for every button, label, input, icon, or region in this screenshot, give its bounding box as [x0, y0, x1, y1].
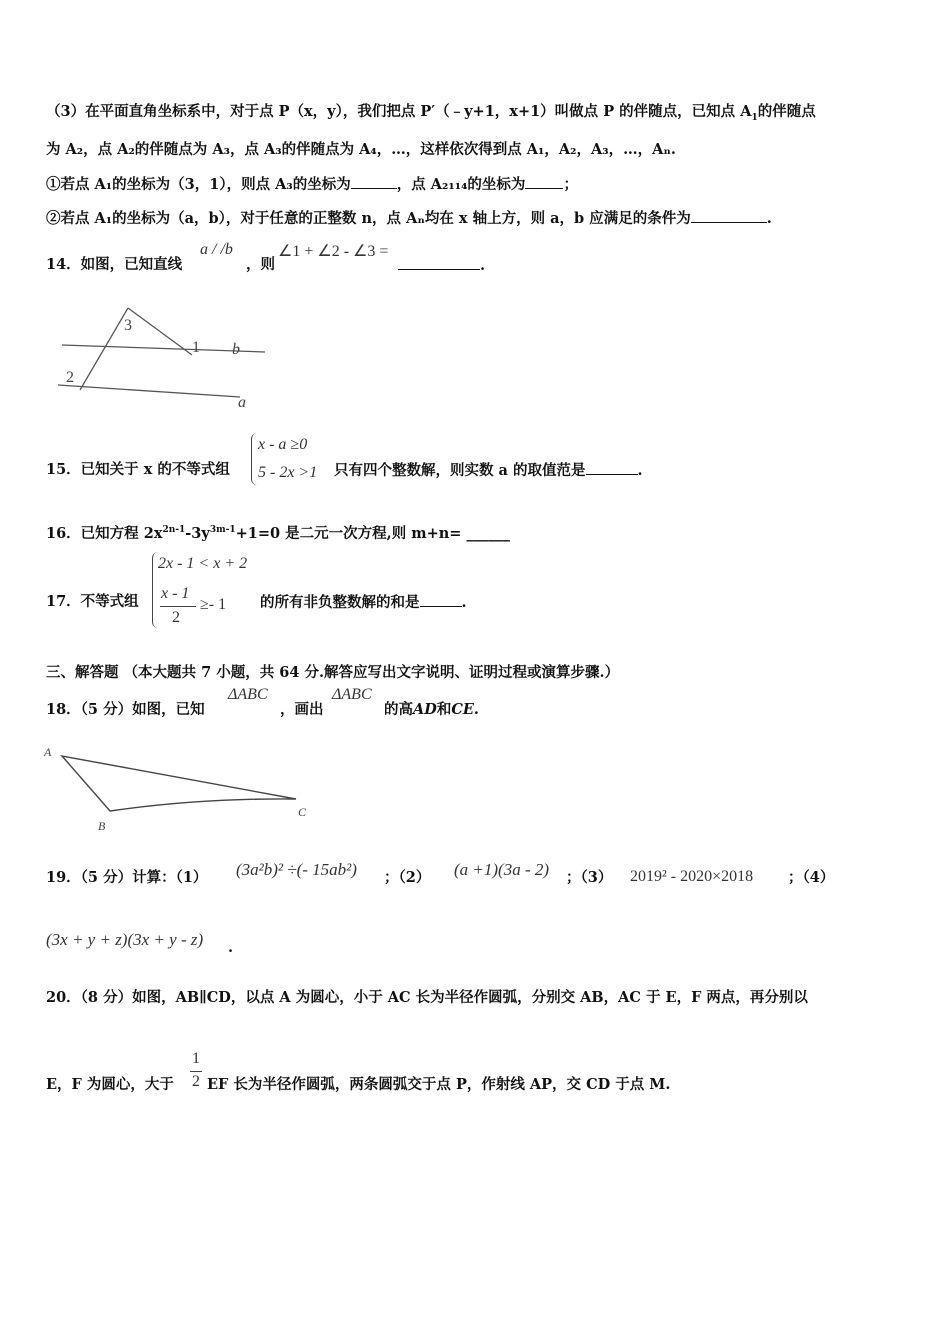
q13-line-2: 为 A₂，点 A₂的伴随点为 A₃，点 A₃的伴随点为 A₄，…，这样依次得到点 A₁，A₂，A₃，…，Aₙ. [46, 141, 676, 158]
vertex-label-a: A [44, 745, 52, 759]
q20-line-2a: E，F 为圆心，大于 [46, 1076, 174, 1093]
q19-expression-2: (a +1)(3a - 2) [454, 860, 550, 879]
vertex-label-c: C [298, 805, 307, 819]
section-heading: 三、解答题 （本大题共 7 小题，共 64 分.解答应写出文字说明、证明过程或演算步骤.） [46, 664, 620, 681]
parallel-lines-figure [50, 300, 270, 412]
q19-prefix: 19．（5 分）计算：（1） [46, 869, 208, 886]
q14-mid: ，则 [246, 256, 275, 273]
q19-expression-3: 2019² - 2020×2018 [630, 868, 754, 885]
fraction-bar [160, 606, 196, 607]
q14-answer: . [398, 255, 485, 276]
q15-prefix: 15．已知关于 x 的不等式组 [46, 461, 230, 478]
q19-end: . [228, 939, 234, 956]
q17-inequality-2-rest: ≥- 1 [200, 596, 227, 613]
q19-expression-4: (3x + y + z)(3x + y - z) [46, 930, 204, 949]
vertex-label-b: B [98, 819, 106, 833]
angle-label-2: 2 [66, 369, 74, 386]
system-brace [251, 433, 258, 485]
q15-inequality-1: x - a ≥0 [258, 436, 308, 453]
q18-triangle-2: ΔABC [332, 686, 372, 703]
line-label-b: b [232, 341, 240, 358]
q17-suffix: 的所有非负整数解的和是 . [260, 594, 467, 611]
q18-triangle-1: ΔABC [228, 686, 268, 703]
angle-label-1: 1 [192, 339, 200, 356]
q16-text: 16．已知方程 $2x^{2n-1}-3y^{3m-1}+1=0$ 是二元一次方程,则 m+n= ______ [46, 524, 510, 542]
answer-blank [525, 174, 563, 189]
q13-line-4: ②若点 A₁的坐标为（a，b），对于任意的正整数 n，点 Aₙ均在 x 轴上方，则 a，b 应满足的条件为 . [46, 210, 772, 227]
answer-blank [398, 255, 480, 270]
q20-fraction-numerator: 1 [192, 1050, 200, 1067]
answer-blank [351, 174, 397, 189]
q19-separator-2: ；（3） [566, 869, 613, 886]
line-label-a: a [238, 394, 246, 411]
q17-prefix: 17．不等式组 [46, 593, 139, 610]
fraction-bar [190, 1071, 202, 1072]
q18-suffix: 的高AD和CE. [384, 701, 479, 718]
triangle-abc-figure [40, 738, 320, 834]
q20-line-1: 20．（8 分）如图，AB∥CD，以点 A 为圆心，小于 AC 长为半径作圆弧，分别交 AB，AC 于 E，F 两点，再分别以 [46, 989, 808, 1006]
answer-blank [586, 460, 638, 475]
q19-separator-1: ；（2） [384, 869, 431, 886]
q15-inequality-2: 5 - 2x >1 [258, 464, 318, 481]
q14-expression: ∠1 + ∠2 - ∠3 = [278, 243, 389, 260]
q13-line-1: （3）在平面直角坐标系中，对于点 P（x，y），我们把点 P′（﹣y+1，x+1）叫做点 P 的伴随点，已知点 $A_1$的伴随点 [46, 103, 816, 123]
q17-fraction-numerator: x - 1 [161, 585, 190, 602]
q14-condition: a / /b [200, 241, 233, 258]
q17-fraction-denominator: 2 [172, 609, 180, 626]
q19-expression-1: (3a²b)² ÷(- 15ab²) [236, 860, 357, 879]
answer-blank [420, 592, 462, 607]
q15-suffix: 只有四个整数解，则实数 a 的取值范是 . [334, 462, 643, 479]
q20-fraction-denominator: 2 [192, 1073, 200, 1090]
q14-text: 14．如图，已知直线 [46, 256, 183, 273]
answer-blank [691, 208, 767, 223]
q19-separator-3: ；（4） [788, 869, 835, 886]
q18-mid: ，画出 [280, 701, 324, 718]
q17-inequality-1: 2x - 1 < x + 2 [158, 555, 248, 572]
angle-label-3: 3 [124, 317, 132, 334]
q18-prefix: 18．（5 分）如图，已知 [46, 701, 205, 718]
q13-line-3: ①若点 A₁的坐标为（3，1），则点 A₃的坐标为 ，点 A₂₁₁₄的坐标为 ； [46, 176, 578, 193]
q20-line-2b: EF 长为半径作圆弧，两条圆弧交于点 P，作射线 AP，交 CD 于点 M. [207, 1076, 671, 1093]
